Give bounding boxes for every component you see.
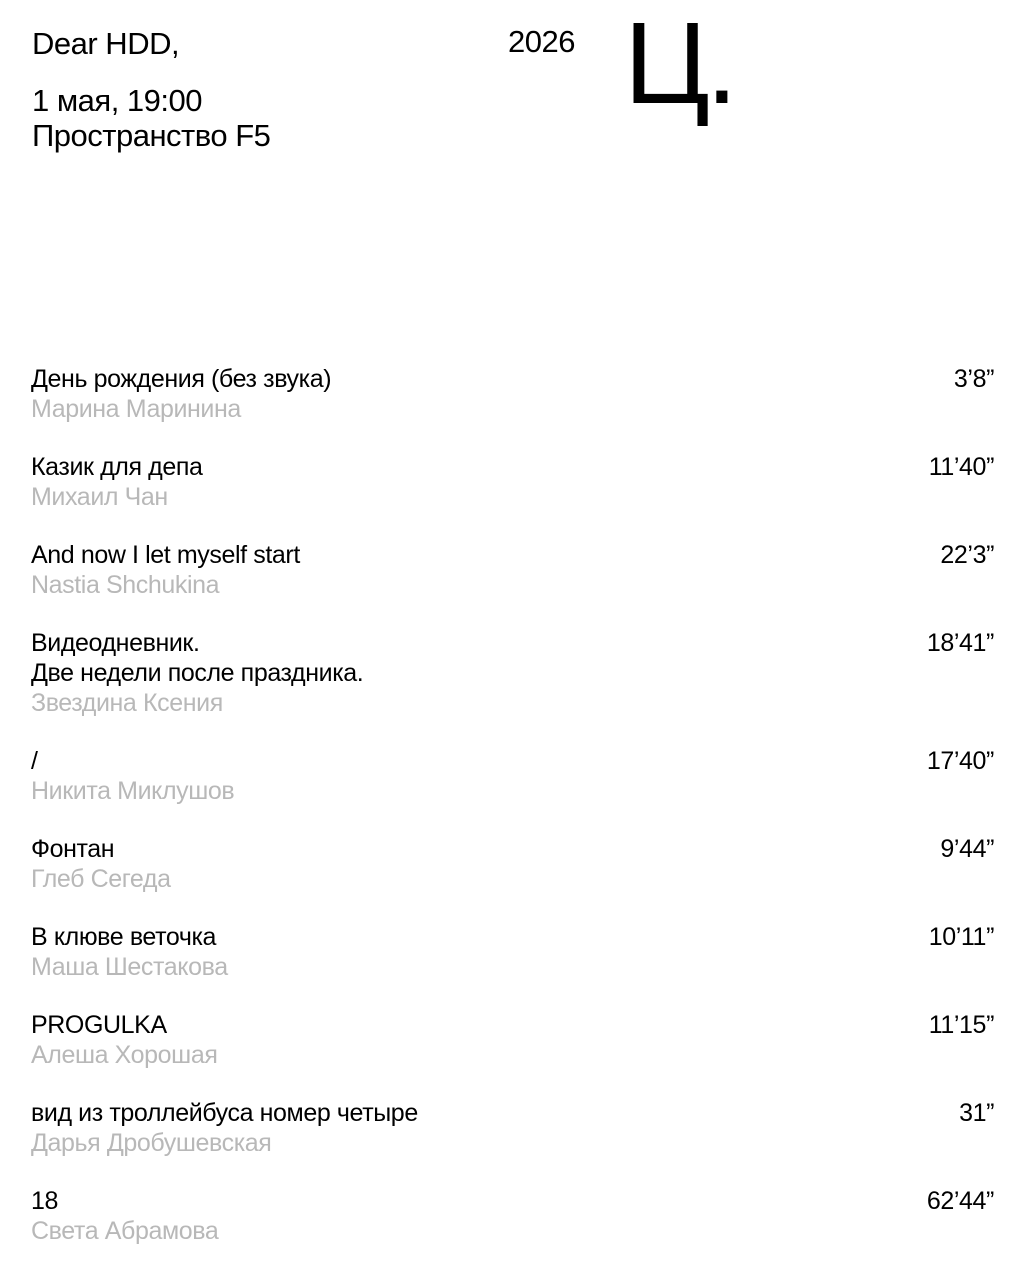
film-author: Алеша Хорошая (31, 1041, 218, 1069)
film-author: Nastia Shchukina (31, 571, 220, 599)
film-title-line: Две недели после праздника. (31, 659, 364, 687)
film-author: Звездина Ксения (31, 689, 223, 717)
film-title-line: PROGULKA (31, 1011, 167, 1039)
film-title-line: В клюве веточка (31, 923, 217, 951)
film-title (31, 746, 994, 776)
film-title-line: Видеодневник. (31, 629, 200, 657)
film-title-line: Фонтан (31, 835, 115, 863)
film-title-line: День рождения (без звука) (31, 365, 332, 393)
program-item (31, 364, 994, 424)
film-title-line: 18 (31, 1187, 59, 1215)
film-author: Света Абрамова (31, 1217, 219, 1245)
venue: Пространство F5 (32, 118, 271, 153)
film-title (31, 364, 994, 394)
film-title-line: Казик для депа (31, 453, 203, 481)
program-list (31, 364, 994, 1274)
year: 2026 (508, 24, 575, 59)
logo: Ц. (624, 0, 735, 128)
program-item (31, 452, 994, 512)
film-duration: 22’3” (940, 541, 994, 569)
program-item (31, 746, 994, 806)
program-item (31, 1010, 994, 1070)
film-title (31, 922, 994, 952)
film-duration: 3’8” (953, 365, 994, 393)
film-author: Марина Маринина (31, 395, 241, 423)
film-author: Михаил Чан (31, 483, 168, 511)
film-title (31, 540, 994, 570)
film-title (31, 834, 994, 864)
film-title-line: вид из троллейбуса номер четыре (31, 1099, 418, 1127)
film-author: Маша Шестакова (31, 953, 228, 981)
film-title (31, 1098, 994, 1128)
film-title-line: / (31, 747, 38, 775)
film-title (31, 1010, 994, 1040)
film-duration: 17’40” (926, 747, 994, 775)
event-date-time: 1 мая, 19:00 (32, 83, 202, 118)
program-item (31, 540, 994, 600)
film-duration: 9’44” (940, 835, 994, 863)
film-duration: 11’15” (928, 1011, 994, 1039)
film-duration: 31” (959, 1099, 994, 1127)
film-author: Дарья Дробушевская (31, 1129, 272, 1157)
film-title (31, 452, 994, 482)
film-duration: 10’11” (928, 923, 994, 951)
greeting: Dear HDD, (32, 26, 180, 61)
film-title-line: And now I let myself start (31, 541, 300, 569)
program-item (31, 1098, 994, 1158)
program-item (31, 922, 994, 982)
program-item (31, 834, 994, 894)
film-duration: 18’41” (926, 629, 994, 657)
film-duration: 62’44” (926, 1187, 994, 1215)
film-title (31, 1186, 994, 1216)
program-item (31, 1186, 994, 1246)
film-author: Глеб Сегеда (31, 865, 171, 893)
film-author: Никита Миклушов (31, 777, 235, 805)
film-duration: 11’40” (928, 453, 994, 481)
program-item (31, 628, 994, 718)
film-title (31, 628, 994, 688)
